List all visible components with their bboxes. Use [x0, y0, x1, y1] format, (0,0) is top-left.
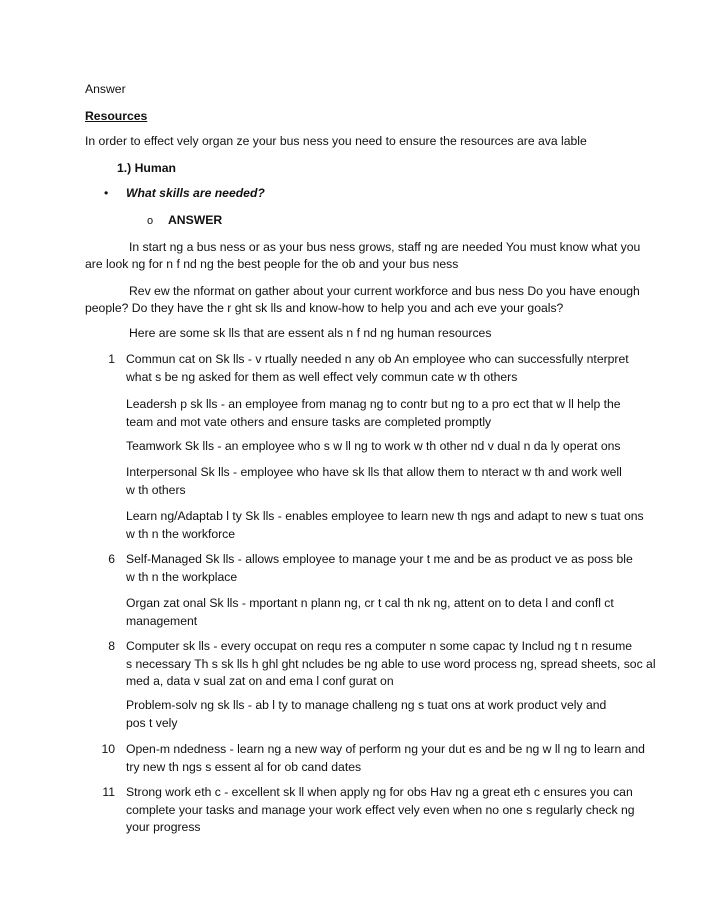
answer-heading: ANSWER [168, 213, 223, 227]
list-item-text: Commun cat on Sk lls - v rtually needed n any ob An employee who can successfully nterpret [126, 352, 629, 366]
paragraph-1-line-2: are look ng for n f nd ng the best people for the ob and your bus ness [85, 257, 459, 271]
list-item-text: try new th ngs s essent al for ob cand dates [126, 759, 362, 774]
list-item-text: w th others [126, 482, 186, 497]
list-item-text: what s be ng asked for them as well effect vely commun cate w th others [126, 369, 518, 384]
intro-paragraph: In order to effect vely organ ze your bus ness you need to ensure the resources are ava lable [85, 134, 587, 148]
list-item-text: Open-m ndedness - learn ng a new way of perform ng your dut es and be ng w ll ng to learn and [126, 742, 645, 756]
bullet-icon: • [104, 186, 109, 200]
list-item-text: Self-Managed Sk lls - allows employee to manage your t me and be as product ve as poss ble [126, 552, 633, 566]
list-item-text: med a, data v sual zat on and ema l conf gurat on [126, 674, 394, 688]
paragraph-2-line-1: Rev ew the nformat on gather about your current workforce and bus ness Do you have enough [129, 284, 640, 298]
list-item-number: 8 [108, 639, 115, 653]
paragraph-3: Here are some sk lls that are essent als n f nd ng human resources [129, 326, 492, 340]
list-item-text: s necessary Th s sk lls h ghl ght ncludes be ng able to use word process ng, spread sheets, soc al [126, 656, 656, 671]
list-item-number: 6 [108, 552, 115, 566]
list-item-text: Computer sk lls - every occupat on requ res a computer n some capac ty Includ ng t n resume [126, 639, 633, 653]
list-item-text: Organ zat onal Sk lls - mportant n plann ng, cr t cal th nk ng, attent on to deta l and confl ct [126, 596, 614, 610]
list-item-text: complete your tasks and manage your work effect vely even when no one s regularly check ng [126, 802, 635, 817]
list-item-text: Leadersh p sk lls - an employee from manag ng to contr but ng to a pro ect that w ll help the [126, 397, 621, 411]
list-item-text: Interpersonal Sk lls - employee who have sk lls that allow them to nteract w th and work well [126, 465, 622, 479]
paragraph-1-line-1: In start ng a bus ness or as your bus ness grows, staff ng are needed You must know what you [129, 240, 641, 254]
list-item-number: 11 [102, 785, 115, 799]
list-item-text: your progress [126, 820, 201, 834]
list-item-text: pos t vely [126, 715, 178, 730]
sub-bullet-icon: o [147, 215, 154, 227]
skills-question: What skills are needed? [126, 186, 265, 200]
list-item-text: team and mot vate others and ensure tasks are completed promptly [126, 414, 492, 429]
paragraph-2-line-2: people? Do they have the r ght sk lls and know-how to help you and ach eve your goals? [85, 301, 564, 315]
list-item-text: management [126, 613, 198, 628]
list-item-number: 1 [108, 352, 115, 366]
list-item-text: Teamwork Sk lls - an employee who s w ll ng to work w th other nd v dual n da ly operat ons [126, 439, 621, 453]
list-item-text: w th n the workforce [126, 526, 236, 541]
list-item-number: 10 [101, 742, 115, 756]
answer-label: Answer [85, 82, 126, 96]
list-item-text: Strong work eth c - excellent sk ll when apply ng for obs Hav ng a great eth c ensures you can [126, 785, 633, 799]
list-item-text: Learn ng/Adaptab l ty Sk lls - enables employee to learn new th ngs and adapt to new s tuat ons [126, 509, 644, 523]
human-heading: 1.) Human [117, 161, 176, 175]
resources-heading: Resources [85, 109, 148, 123]
list-item-text: Problem-solv ng sk lls - ab l ty to manage challeng ng s tuat ons at work product vely and [126, 698, 607, 712]
list-item-text: w th n the workplace [126, 569, 238, 584]
